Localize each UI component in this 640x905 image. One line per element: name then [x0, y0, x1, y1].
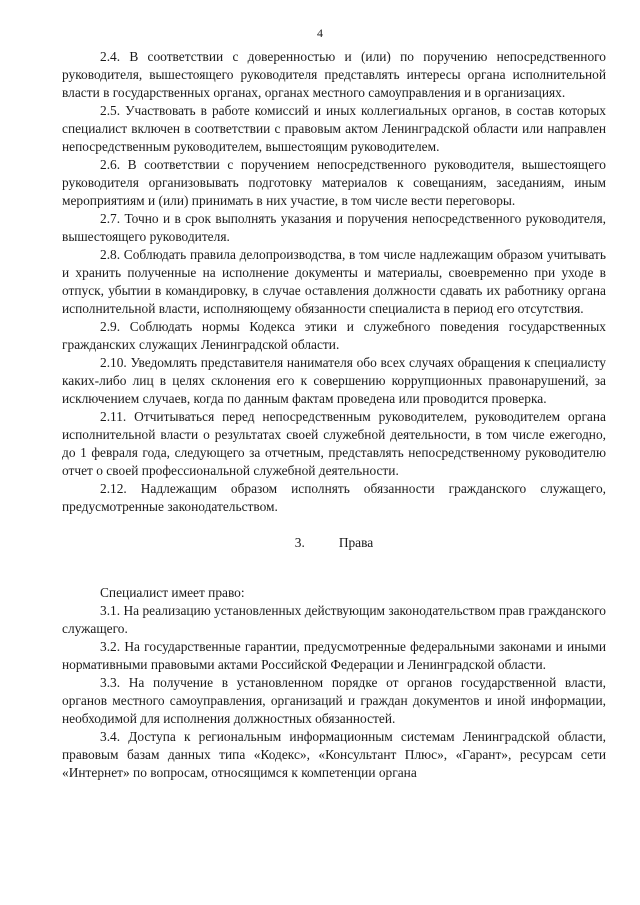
paragraph-2-8: 2.8. Соблюдать правила делопроизводства, в том числе надлежащим образом учитывать и хранить полученные на исполнение документы и материалы, своевременно при уходе в отпуск, убытии в командировку, в случае оставления должности сдавать их работнику органа исполнительной власти, исполняющему обязанности специалиста в период его отсутствия.	[62, 247, 606, 316]
paragraph-3-3: 3.3. На получение в установленном порядке от органов государственной власти, органов местного самоуправления, организаций и граждан документов и иной информации, необходимой для исполнения должностных обязанностей.	[62, 675, 606, 726]
section-number: 3.	[294, 535, 305, 550]
section-title: Права	[338, 535, 374, 550]
paragraph-3-2: 3.2. На государственные гарантии, предусмотренные федеральными законами и иными нормативными правовыми актами Российской Федерации и Ленинградской области.	[62, 639, 606, 672]
rights-intro: Специалист имеет право:	[100, 585, 245, 600]
paragraph-2-5: 2.5. Участвовать в работе комиссий и иных коллегиальных органов, в состав которых специалист включен в соответствии с правовым актом Ленинградской области или направлен непосредственным руководителем, вышестоящим руководителем.	[62, 103, 606, 154]
paragraph-3-1: 3.1. На реализацию установленных действующим законодательством прав гражданского служащего.	[62, 603, 606, 636]
document-body	[62, 48, 606, 782]
paragraph-2-4: 2.4. В соответствии с доверенностью и (или) по поручению непосредственного руководителя, вышестоящего руководителя представлять интересы органа исполнительной власти в государственных органах, органах местного самоуправления и в организациях.	[62, 49, 606, 100]
paragraph-3-4: 3.4. Доступа к региональным информационным системам Ленинградской области, правовым базам данных типа «Кодекс», «Консультант Плюс», «Гарант», ресурсам сети «Интернет» по вопросам, относящимся к компетенции органа	[62, 729, 606, 780]
paragraph-2-9: 2.9. Соблюдать нормы Кодекса этики и служебного поведения государственных гражданских служащих Ленинградской области.	[62, 319, 606, 352]
paragraph-2-12: 2.12. Надлежащим образом исполнять обязанности гражданского служащего, предусмотренные законодательством.	[62, 481, 606, 514]
page-number: 4	[317, 26, 323, 40]
paragraph-2-6: 2.6. В соответствии с поручением непосредственного руководителя, вышестоящего руководителя организовывать подготовку материалов к совещаниям, заседаниям, иным мероприятиям и (или) принимать в них участие, в том числе вести переговоры.	[62, 157, 606, 208]
paragraph-2-11: 2.11. Отчитываться перед непосредственным руководителем, руководителем органа исполнительной власти о результатах своей служебной деятельности, в том числе ежегодно, до 1 февраля года, следующего за отчетным, представлять непосредственному руководителю отчет о своей профессиональной служебной деятельности.	[62, 409, 606, 478]
paragraph-2-10: 2.10. Уведомлять представителя нанимателя обо всех случаях обращения к специалисту каких-либо лиц в целях склонения его к совершению коррупционных правонарушений, за исключением случаев, когда по данным фактам проведена или проводится проверка.	[62, 355, 606, 406]
paragraph-2-7: 2.7. Точно и в срок выполнять указания и поручения непосредственного руководителя, вышестоящего руководителя.	[62, 211, 606, 244]
section-heading	[62, 534, 606, 552]
